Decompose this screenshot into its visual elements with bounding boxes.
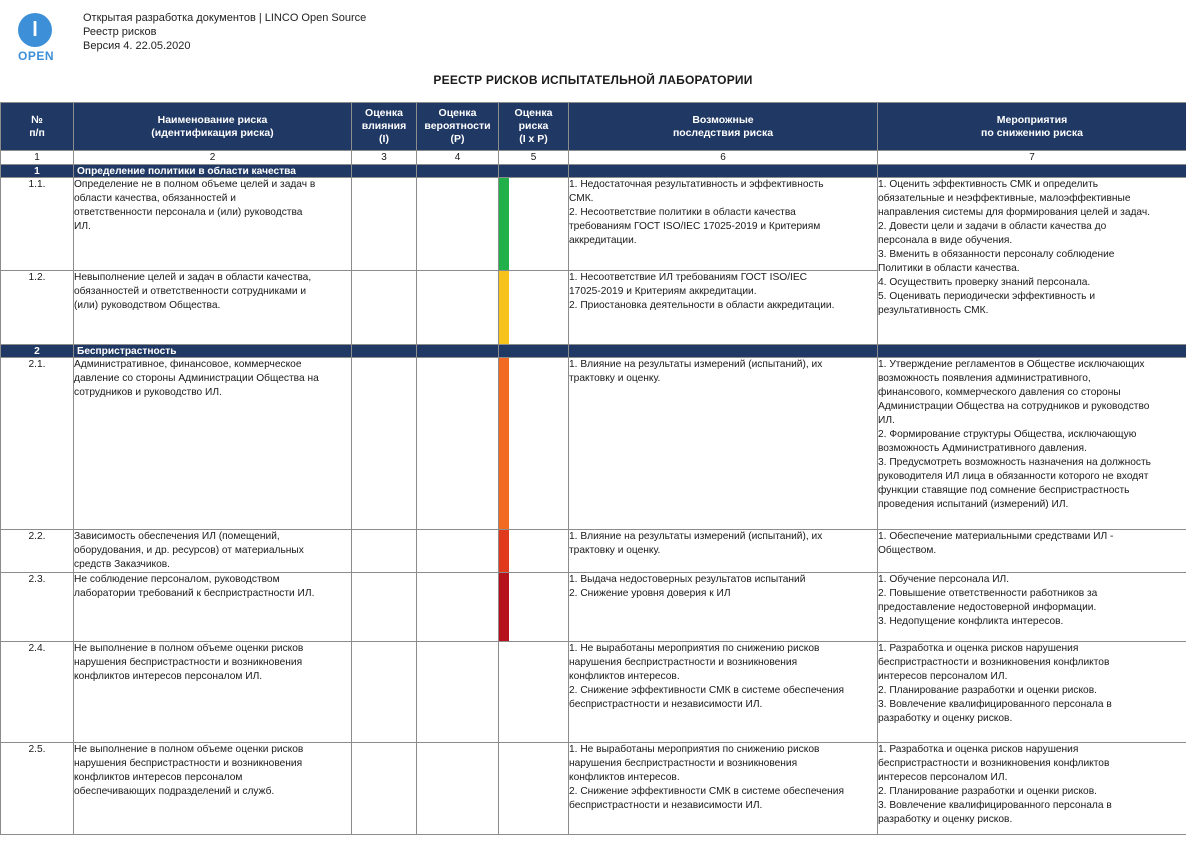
header-line-version: Версия 4. 22.05.2020 xyxy=(83,40,191,52)
risk-number: 1.1. xyxy=(1,178,74,271)
text-line: нарушения беспристрастности и возникновения xyxy=(74,657,303,668)
text-line: возможность появления административного, xyxy=(878,373,1091,384)
impact-score-cell xyxy=(352,178,417,271)
risk-score-cell xyxy=(499,178,569,271)
risk-score-cell xyxy=(499,743,569,835)
risk-name xyxy=(74,530,352,573)
col-number: 4 xyxy=(417,151,499,165)
col-header-probability: Оценка вероятности (P) xyxy=(417,103,499,151)
text-line: 1. Несоответствие ИЛ требованиям ГОСТ ISO/IEC xyxy=(569,272,808,283)
risk-name xyxy=(74,743,352,835)
risk-consequences xyxy=(569,642,878,743)
text-line: Не соблюдение персоналом, руководством xyxy=(74,574,280,585)
risk-level-indicator xyxy=(499,178,509,270)
col-header-num: № п/п xyxy=(1,103,74,151)
header-line-source: Открытая разработка документов | LINCO Open Source xyxy=(83,12,367,24)
text-line: Определение не в полном объеме целей и задач в xyxy=(74,179,316,190)
text-line: аккредитации. xyxy=(569,235,637,246)
text-line: СМК. xyxy=(569,193,594,204)
text-line: Политики в области качества. xyxy=(878,263,1020,274)
text-line: 2. Довести цели и задачи в области качества до xyxy=(878,221,1107,232)
text-line: 2. Снижение уровня доверия к ИЛ xyxy=(569,588,731,599)
risk-consequences xyxy=(569,530,878,573)
text-line: функции ставящие под сомнение беспристрастность xyxy=(878,485,1130,496)
risk-score-cell xyxy=(499,271,569,345)
risk-row xyxy=(1,573,1186,642)
text-line: 3. Недопущение конфликта интересов. xyxy=(878,616,1064,627)
text-line: предоставление недостоверной информации. xyxy=(878,602,1097,613)
col-header-impact: Оценка влияния (I) xyxy=(352,103,417,151)
table-header-row xyxy=(1,103,1186,151)
text-line: (или) руководством Общества. xyxy=(74,300,221,311)
text-line: давление со стороны Администрации Общества на xyxy=(74,373,319,384)
risk-measures xyxy=(878,358,1186,530)
text-line: 1. Разработка и оценка рисков нарушения xyxy=(878,744,1079,755)
col-number: 7 xyxy=(878,151,1186,165)
col-header-measures: Мероприятия по снижению риска xyxy=(878,103,1186,151)
text-line: 2. Планирование разработки и оценки рисков. xyxy=(878,685,1097,696)
text-line: обязанностей и ответственности сотрудниками и xyxy=(74,286,307,297)
col-number: 3 xyxy=(352,151,417,165)
logo-text: OPEN xyxy=(17,49,54,63)
risk-number: 2.4. xyxy=(1,642,74,743)
text-line: конфликтов интересов персоналом ИЛ. xyxy=(74,671,263,682)
risk-row xyxy=(1,743,1186,835)
text-line: 1. Влияние на результаты измерений (испытаний), их xyxy=(569,359,823,370)
text-line: 1. Обеспечение материальными средствами ИЛ - xyxy=(878,531,1114,542)
text-line: 2. Формирование структуры Общества, исключающую xyxy=(878,429,1137,440)
section-number: 2 xyxy=(1,345,74,358)
risk-measures xyxy=(878,573,1186,642)
risk-consequences xyxy=(569,271,878,345)
impact-score-cell xyxy=(352,358,417,530)
risk-number: 2.1. xyxy=(1,358,74,530)
section-title: Определение политики в области качества xyxy=(74,165,352,178)
text-line: 2. Планирование разработки и оценки рисков. xyxy=(878,786,1097,797)
probability-score-cell xyxy=(417,530,499,573)
text-line: обеспечивающих подразделений и служб. xyxy=(74,786,275,797)
text-line: оборудования, и др. ресурсов) от материальных xyxy=(74,545,304,556)
text-line: проведения испытаний (измерений) ИЛ. xyxy=(878,499,1069,510)
risk-consequences xyxy=(569,573,878,642)
text-line: конфликтов интересов персоналом xyxy=(74,772,243,783)
text-line: 1. Не выработаны мероприятия по снижению рисков xyxy=(569,643,820,654)
text-line: нарушения беспристрастности и возникновения xyxy=(569,758,798,769)
text-line: Административное, финансовое, коммерческое xyxy=(74,359,302,370)
text-line: Невыполнение целей и задач в области качества, xyxy=(74,272,312,283)
text-line: 1. Разработка и оценка рисков нарушения xyxy=(878,643,1079,654)
text-line: результативность СМК. xyxy=(878,305,989,316)
linco-open-logo xyxy=(16,13,56,65)
text-line: ИЛ. xyxy=(878,415,895,426)
risk-level-indicator xyxy=(499,271,509,344)
risk-number: 2.5. xyxy=(1,743,74,835)
impact-score-cell xyxy=(352,642,417,743)
text-line: 1. Недостаточная результативность и эффективность xyxy=(569,179,824,190)
col-number: 6 xyxy=(569,151,878,165)
risk-row xyxy=(1,178,1186,271)
probability-score-cell xyxy=(417,573,499,642)
col-header-risk-name: Наименование риска (идентификация риска) xyxy=(74,103,352,151)
text-line: направления системы для формирования целей и задач. xyxy=(878,207,1151,218)
header-line-register: Реестр рисков xyxy=(83,26,157,38)
text-line: 5. Оценивать периодически эффективность и xyxy=(878,291,1096,302)
risk-measures xyxy=(878,530,1186,573)
logo-icon: l xyxy=(18,13,52,47)
risk-number: 2.3. xyxy=(1,573,74,642)
text-line: беспристрастности и возникновения конфликтов xyxy=(878,758,1110,769)
impact-score-cell xyxy=(352,271,417,345)
section-title: Беспристрастность xyxy=(74,345,352,358)
text-line: нарушения беспристрастности и возникновения xyxy=(74,758,303,769)
section-number: 1 xyxy=(1,165,74,178)
text-line: ИЛ. xyxy=(74,221,91,232)
text-line: сотрудников и руководство ИЛ. xyxy=(74,387,222,398)
column-numbers-row xyxy=(1,151,1186,165)
risk-level-indicator xyxy=(499,358,509,529)
risk-name xyxy=(74,642,352,743)
risk-row xyxy=(1,642,1186,743)
text-line: 1. Утверждение регламентов в Обществе исключающих xyxy=(878,359,1145,370)
text-line: 3. Вменить в обязанности персоналу соблюдение xyxy=(878,249,1115,260)
risk-score-cell xyxy=(499,642,569,743)
probability-score-cell xyxy=(417,178,499,271)
risk-consequences xyxy=(569,178,878,271)
risk-number: 2.2. xyxy=(1,530,74,573)
text-line: Зависимость обеспечения ИЛ (помещений, xyxy=(74,531,280,542)
probability-score-cell xyxy=(417,743,499,835)
probability-score-cell xyxy=(417,271,499,345)
text-line: 2. Приостановка деятельности в области аккредитации. xyxy=(569,300,835,311)
text-line: средств Заказчиков. xyxy=(74,559,171,570)
text-line: разработку и оценку рисков. xyxy=(878,814,1013,825)
text-line: 1. Обучение персонала ИЛ. xyxy=(878,574,1010,585)
text-line: 2. Снижение эффективности СМК в системе обеспечения xyxy=(569,685,844,696)
text-line: обязательные и неэффективные, малоэффективные xyxy=(878,193,1131,204)
risk-score-cell xyxy=(499,573,569,642)
text-line: разработку и оценку рисков. xyxy=(878,713,1013,724)
col-header-risk-score: Оценка риска (I x P) xyxy=(499,103,569,151)
risk-row xyxy=(1,358,1186,530)
impact-score-cell xyxy=(352,530,417,573)
text-line: трактовку и оценку. xyxy=(569,545,661,556)
col-number: 5 xyxy=(499,151,569,165)
impact-score-cell xyxy=(352,573,417,642)
risk-measures xyxy=(878,178,1186,345)
risk-name xyxy=(74,178,352,271)
text-line: 3. Предусмотреть возможность назначения на должность xyxy=(878,457,1151,468)
risk-level-indicator xyxy=(499,530,509,572)
text-line: интересов персоналом ИЛ. xyxy=(878,671,1008,682)
text-line: нарушения беспристрастности и возникновения xyxy=(569,657,798,668)
text-line: 1. Влияние на результаты измерений (испытаний), их xyxy=(569,531,823,542)
text-line: 4. Осуществить проверку знаний персонала. xyxy=(878,277,1091,288)
risk-consequences xyxy=(569,743,878,835)
risk-row xyxy=(1,530,1186,573)
risk-name xyxy=(74,271,352,345)
text-line: беспристрастности и возникновения конфликтов xyxy=(878,657,1110,668)
probability-score-cell xyxy=(417,642,499,743)
risk-name xyxy=(74,358,352,530)
text-line: трактовку и оценку. xyxy=(569,373,661,384)
text-line: 3. Вовлечение квалифицированного персонала в xyxy=(878,800,1112,811)
text-line: 1. Не выработаны мероприятия по снижению рисков xyxy=(569,744,820,755)
document-title: РЕЕСТР РИСКОВ ИСПЫТАТЕЛЬНОЙ ЛАБОРАТОРИИ xyxy=(433,73,753,87)
text-line: финансового, коммерческого давления со стороны xyxy=(878,387,1121,398)
text-line: конфликтов интересов. xyxy=(569,772,680,783)
text-line: требованиям ГОСТ ISO/IEC 17025-2019 и Критериям xyxy=(569,221,821,232)
text-line: беспристрастности и независимости ИЛ. xyxy=(569,699,763,710)
text-line: интересов персоналом ИЛ. xyxy=(878,772,1008,783)
col-header-consequences: Возможные последствия риска xyxy=(569,103,878,151)
risk-measures xyxy=(878,743,1186,835)
risk-score-cell xyxy=(499,358,569,530)
text-line: области качества, обязанностей и xyxy=(74,193,236,204)
text-line: 2. Снижение эффективности СМК в системе обеспечения xyxy=(569,786,844,797)
text-line: Обществом. xyxy=(878,545,937,556)
section-row xyxy=(1,345,1186,358)
col-number: 2 xyxy=(74,151,352,165)
text-line: лаборатории требований к беспристрастности ИЛ. xyxy=(74,588,315,599)
text-line: 17025-2019 и Критериям аккредитации. xyxy=(569,286,757,297)
risk-register-table xyxy=(0,102,1186,835)
text-line: Не выполнение в полном объеме оценки рисков xyxy=(74,643,304,654)
risk-level-indicator xyxy=(499,573,509,641)
section-row xyxy=(1,165,1186,178)
text-line: руководителя ИЛ лица в обязанности которого не входят xyxy=(878,471,1149,482)
text-line: 1. Оценить эффективность СМК и определить xyxy=(878,179,1099,190)
text-line: персонала в виде обучения. xyxy=(878,235,1013,246)
risk-name xyxy=(74,573,352,642)
text-line: 1. Выдача недостоверных результатов испытаний xyxy=(569,574,806,585)
text-line: возможность Административного давления. xyxy=(878,443,1087,454)
document-info xyxy=(83,11,366,53)
risk-consequences xyxy=(569,358,878,530)
impact-score-cell xyxy=(352,743,417,835)
text-line: конфликтов интересов. xyxy=(569,671,680,682)
text-line: Администрации Общества на сотрудников и руководство xyxy=(878,401,1150,412)
text-line: беспристрастности и независимости ИЛ. xyxy=(569,800,763,811)
text-line: 2. Повышение ответственности работников за xyxy=(878,588,1098,599)
probability-score-cell xyxy=(417,358,499,530)
risk-number: 1.2. xyxy=(1,271,74,345)
risk-measures xyxy=(878,642,1186,743)
col-number: 1 xyxy=(1,151,74,165)
text-line: Не выполнение в полном объеме оценки рисков xyxy=(74,744,304,755)
text-line: 3. Вовлечение квалифицированного персонала в xyxy=(878,699,1112,710)
risk-score-cell xyxy=(499,530,569,573)
text-line: 2. Несоответствие политики в области качества xyxy=(569,207,796,218)
text-line: ответственности персонала и (или) руководства xyxy=(74,207,303,218)
